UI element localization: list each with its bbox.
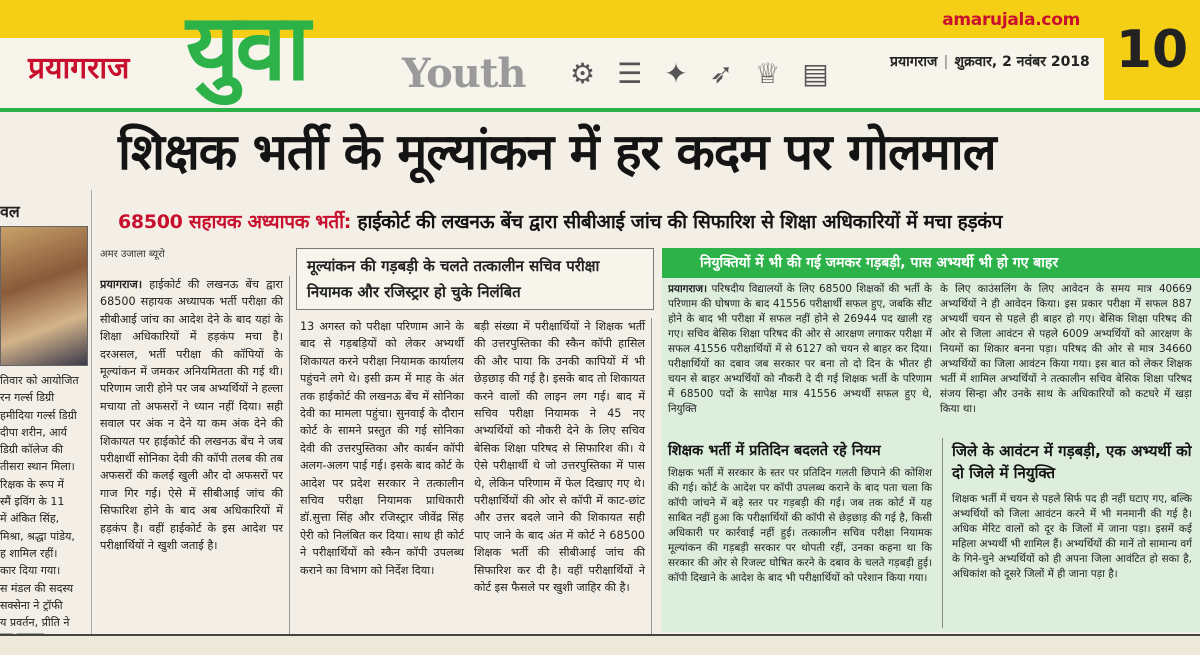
bottom-strip <box>0 636 1200 655</box>
sidebar-line: में अंकित सिंह, <box>0 512 60 526</box>
masthead-icon-strip <box>570 40 829 90</box>
sidebar-line: रिक्षक के रूप में <box>0 477 64 491</box>
district-story-text: शिक्षक भर्ती में चयन से पहले सिर्फ पद ही नहीं घटाए गए, बल्कि अभ्यर्थियों को जिला आवंटन करने में भी मनमानी की गई है। अधिक मेरिट वालों को दूर के जिलों में जाना पड़ा। इसमें कई महिला अभ्यर्थी भी शामिल हैं। अभ्यर्थियों की मानें तो सामान्य वर्ग के गिने-चुने अभ्यर्थियों को ही अपना जिला आवंटित हो सका है, अधिकांश को दूसरे जिलों में ही जाना पड़ा है। <box>952 493 1192 580</box>
right-column-1 <box>668 282 936 444</box>
box-heading: मूल्यांकन की गड़बड़ी के चलते तत्कालीन सचिव परीक्षा नियामक और रजिस्ट्रार हो चुके निलंबित <box>296 248 654 310</box>
right-column-1-text: परिषदीय विद्यालयों के लिए 68500 शिक्षकों की भर्ती के परिणाम की घोषणा के बाद 41556 परीक्षार्थी सफल हुए, जबकि सीट होने के बाद भी परीक्षा में सफल नहीं होने से 26944 पद खाली रह गए। सचिव बेसिक शिक्षा परिषद की ओर से आरक्षण लगाकर परीक्षा में सफल 41556 परीक्षार्थियों में से 6127 को चयन से बाहर कर दिया। परीक्षार्थियों का दबाव जब सरकार पर बना तो दो दिन के भीतर ही चयन से बाहर अभ्यर्थियों को नौकरी दे दी गई शिक्षक भर्ती के परिणाम में 68500 पदों के सापेक्ष मात्र 41556 अभ्यर्थी सफल हुए थे, नियुक्ति <box>668 283 933 415</box>
sidebar-line: तिवार को आयोजित <box>0 374 79 387</box>
sidebar-line: डिग्री कॉलेज की <box>0 443 63 457</box>
rocket-icon: ➶ <box>709 57 734 90</box>
city-logo: प्रयागराज <box>28 51 130 86</box>
yuva-logo: युवा <box>186 0 307 101</box>
trophy-icon: ♕ <box>755 57 781 90</box>
sidebar-line: तीसरा स्थान मिला। <box>0 460 75 474</box>
youth-logo: Youth <box>402 50 526 97</box>
lightbulb-icon: ✦ <box>664 57 688 90</box>
article-column-3: बड़ी संख्या में परीक्षार्थियों ने शिक्षक भर्ती की उत्तरपुस्तिका की स्कैन कॉपी हासिल की और पाया कि उनकी कापियों में भी छेड़छाड़ की गई है। इसके बाद तो शिकायत करने वालों की लाइन लग गई। बाद में सचिव परीक्षा नियामक ने 45 नए अभ्यर्थियों को नौकरी देने के लिए सचिव बेसिक शिक्षा परिषद से सिफारिश की। ये ऐसे परीक्षार्थी थे जो उत्तरपुस्तिका में पास थे, लेकिन परिणाम में फेल दिखाए गए थे। परीक्षार्थियों की ओर से कॉपी में काट-छांट और उत्तर बदले जाने की शिकायत सही पाए जाने के बाद अंत में कोर्ट ने 68500 शिक्षक भर्ती की सीबीआई जांच की सिफारिश कर दी है। वहीं परीक्षार्थियों ने कोर्ट इस फैसले पर खुशी जाहिर की है। <box>474 318 652 648</box>
article-column-2: 13 अगस्त को परीक्षा परिणाम आने के बाद से गड़बड़ियों को लेकर अभ्यर्थी शिकायत करने परीक्षा नियामक कार्यालय पहुंचने लगे थे। इसी क्रम में माह के अंत तक हाईकोर्ट की लखनऊ बेंच में सोनिका देवी का मामला पहुंचा। सुनवाई के दौरान कोर्ट के सामने प्रस्तुत की गई सोनिका देवी की उत्तरपुस्तिका और कार्बन कॉपी अलग-अलग पाई गई। इसके बाद कोर्ट के आदेश पर प्रदेश सरकार ने तत्कालीन सचिव परीक्षा नियामक प्राधिकारी डॉ.सुत्ता सिंह और रजिस्ट्रार जीवेंद्र सिंह ऐरी को निलंबित कर दिया। साथ ही कोर्ट ने परीक्षार्थियों को स्कैन कॉपी उपलब्ध कराने का विभाग को निर्देश दिया। <box>300 320 464 577</box>
dateline-date: शुक्रवार, 2 नवंबर 2018 <box>954 54 1090 70</box>
subhead-kicker: 68500 सहायक अध्यापक भर्ती: <box>118 211 352 233</box>
dateline: प्रयागराज | शुक्रवार, 2 नवंबर 2018 <box>890 54 1090 70</box>
sidebar-line: य प्रवर्तन, प्रीति ने <box>0 616 70 630</box>
sidebar-line: स मंडल की सदस्य <box>0 581 74 595</box>
sidebar-line: दीपा शरीन, आर्य <box>0 425 67 439</box>
subheadline <box>118 208 1198 234</box>
masthead <box>0 0 1200 112</box>
page-number: 10 <box>1104 0 1200 100</box>
sidebar-text <box>0 372 92 631</box>
site-name: amarujala.com <box>942 10 1080 30</box>
sidebar-photo <box>0 226 88 366</box>
sidebar-line: स्मैं इविंग के 11 <box>0 495 65 509</box>
dateline-city: प्रयागराज <box>890 54 938 70</box>
right-lead-city: प्रयागराज। <box>668 283 708 295</box>
sidebar-line: सक्सेना ने ट्रॉफी <box>0 598 63 612</box>
column-divider <box>942 438 943 628</box>
byline: अमर उजाला ब्यूरो <box>100 249 165 260</box>
lead-city: प्रयागराज। <box>100 278 143 291</box>
sidebar-line: हमीदिया गर्ल्स डिग्री <box>0 408 77 422</box>
masthead-rule <box>0 108 1200 112</box>
sub-heading-district: जिले के आवंटन में गड़बड़ी, एक अभ्यर्थी को दो जिले में नियुक्ति <box>952 442 1192 482</box>
main-headline: शिक्षक भर्ती के मूल्यांकन में हर कदम पर गोलमाल <box>118 123 996 181</box>
rules-story-text: शिक्षक भर्ती में सरकार के स्तर पर प्रतिदिन गलती छिपाने की कोशिश की गई। कोर्ट के आदेश पर कॉपी उपलब्ध कराने के बाद पता चला कि कॉपी जांचने में बड़े स्तर पर गड़बड़ी की गई। जब तक कोर्ट में यह साबित नहीं हुआ कि परीक्षार्थियों की कॉपी से छेड़छाड़ की गई है, किसी अधिकारी पर कार्रवाई नहीं हुई। तत्कालीन सचिव परीक्षा नियामक मूल्यांकन की गड़बड़ी सरकार पर थोपती रहीं, उनका कहना था कि सरकार की ओर से रिजल्ट घोषित करने के दबाव के चलते गड़बड़ी हुई। कॉपी दिखाने के आदेश के बाद भी परीक्षार्थियों को परेशान किया गया। <box>668 467 932 584</box>
column-1-text: हाईकोर्ट की लखनऊ बेंच द्वारा 68500 सहायक अध्यापक भर्ती परीक्षा की सीबीआई जांच का आदेश देने के बाद यहां के शिक्षा अधिकारियों में हड़कंप मचा है। दरअसल, भर्ती परीक्षा की कॉपियों के मूल्यांकन में जमकर अनियमितता की गई थी। परिणाम जारी होने पर जब अभ्यर्थियों ने हल्ला मचाया तो अफसरों ने ध्यान नहीं दिया। सही सवाल पर अंक न देने या कम अंक देने की शिकायत पर हाईकोर्ट की लखनऊ बेंच ने जब परीक्षार्थी सोनिका देवी की कॉपी तलब की तब अफसरों की कलई खुली और दो अफसरों पर गाज गिर गई। ऐसे में सीबीआई जांच की सिफारिश होने के बाद अब अधिकारियों में हड़कंप है। वहीं हाईकोर्ट के इस आदेश पर परीक्षार्थियों ने खुशी जताई है। <box>100 278 283 553</box>
article-column-1 <box>100 276 290 646</box>
sidebar-line: कार दिया गया। <box>0 564 61 578</box>
subhead-text: हाईकोर्ट की लखनऊ बेंच द्वारा सीबीआई जांच की सिफारिश से शिक्षा अधिकारियों में मचा हड़कंप <box>357 211 1003 233</box>
list-icon: ☰ <box>617 57 643 90</box>
right-column-2: के लिए काउंसलिंग के लिए आवेदन के समय मात्र 40669 अभ्यर्थियों ने ही आवेदन किया। इस प्रकार परीक्षा में सफल 887 अभ्यर्थी चयन से पहले ही बाहर हो गए। बेसिक शिक्षा परिषद की ओर से जिला आवंटन से पहले 6009 अभ्यर्थियों को आरक्षण के नियमों का शिकार बनना पड़ा। परिषद की ओर से मात्र 34660 अभ्यर्थियों का जिला आवंटन किया गया। इस बात को लेकर शिक्षक भर्ती में शामिल अभ्यर्थियों ने तत्कालीन सचिव बेसिक शिक्षा परिषद संजय सिन्हा और उनके साथ के अधिकारियों को कटघरे में खड़ा किया था। <box>940 283 1192 415</box>
sidebar-heading: वल <box>0 202 20 221</box>
sidebar-line: ह शामिल रहीं। <box>0 546 58 560</box>
sidebar-story <box>0 190 92 655</box>
chart-icon: ▤ <box>802 57 829 90</box>
sidebar-line: मिश्रा, श्रद्धा पांडेय, <box>0 529 75 543</box>
gear-icon: ⚙ <box>570 57 596 90</box>
right-section-heading: नियुक्तियों में भी की गई जमकर गड़बड़ी, पास अभ्यर्थी भी हो गए बाहर <box>662 248 1200 278</box>
sidebar-line: रन गर्ल्स डिग्री <box>0 391 55 405</box>
sub-heading-rules: शिक्षक भर्ती में प्रतिदिन बदलते रहे नियम <box>668 443 881 459</box>
